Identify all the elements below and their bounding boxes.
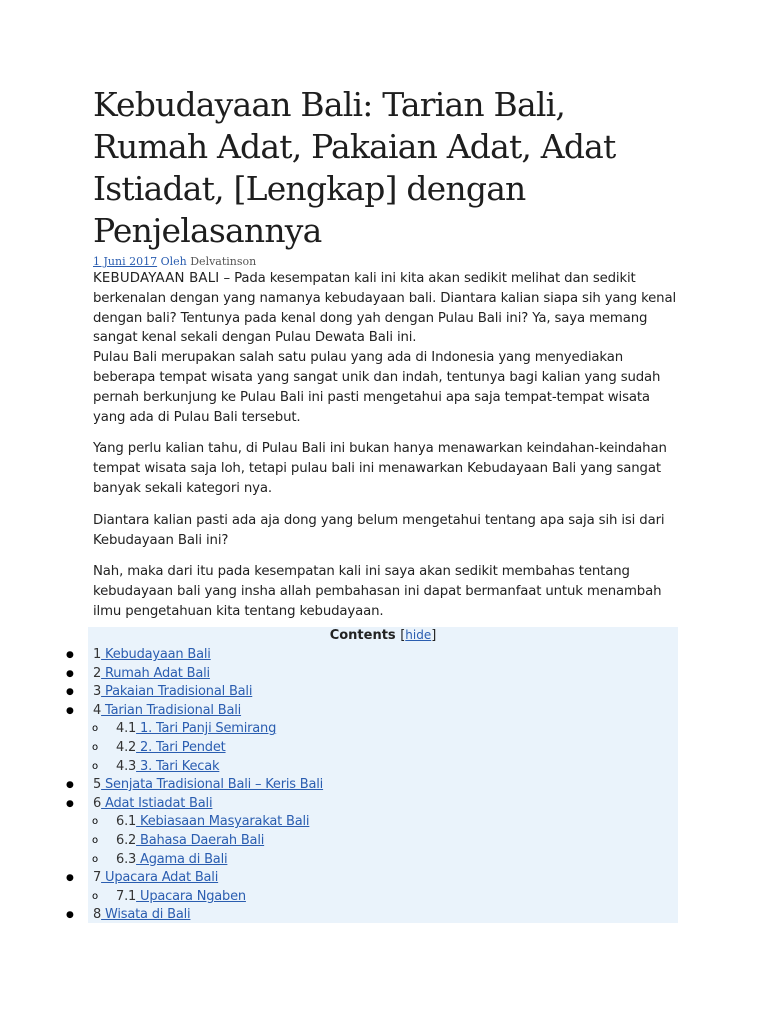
intro-paragraph-4: Diantara kalian pasti ada aja dong yang belum mengetahui tentang apa saja sih isi dari Kebudayaan Bali ini? [93,512,665,548]
toc-subitem[interactable] [0,813,768,832]
toc-item-number: 6 [93,795,102,811]
byline-label: Oleh [160,255,187,268]
toc-item-number: 8 [93,907,102,923]
toc-item[interactable] [0,795,768,814]
toc-item-link[interactable]: 1. Tari Panji Semirang [136,721,277,737]
intro-paragraph-2: Pulau Bali merupakan salah satu pulau yang ada di Indonesia yang menyediakan beberapa tempat wisata yang sangat unik dan indah, tentunya bagi kalian yang sudah pernah berkunjung ke Pulau Bali ini pasti mengetahui apa saja tempat-tempat wisata yang ada di Pulau Bali tersebut. [93,350,661,425]
bullet-circle-icon: o [92,890,98,902]
intro-paragraph-1 [93,269,683,348]
intro-paragraph-1-text: – Pada kesempatan kali ini kita akan sedikit melihat dan sedikit berkenalan dengan yang namanya kebudayaan bali. Diantara kalian siapa sih yang kenal dengan bali? Tentunya pada kenal dong yah dengan Pulau Bali ini? Ya, saya memang sangat kenal sekali dengan Pulau Dewata Bali ini. [93,271,677,346]
bullet-dot-icon: ● [66,650,74,660]
toc-item[interactable] [0,683,768,702]
bullet-dot-icon: ● [66,910,74,921]
toc-item-number: 2 [93,665,102,681]
toc-item-number: 4.3 [116,758,137,774]
bullet-circle-icon: o [92,723,98,735]
toc-hide-toggle[interactable]: hide [405,628,432,642]
toc-item[interactable] [0,665,768,684]
bullet-circle-icon: o [92,834,98,846]
toc-subitem[interactable] [0,720,768,739]
page-title: Kebudayaan Bali: Tarian Bali, Rumah Adat, Pakaian Adat, Adat Istiadat, [Lengkap] dengan Penjelasannya [93,85,616,250]
article-body [93,269,683,622]
toc-subitem[interactable] [0,739,768,758]
toc-item[interactable] [0,702,768,721]
toc-item-number: 7 [93,870,102,886]
toc-item[interactable] [0,906,768,925]
toc-item-number: 7.1 [116,888,137,904]
toc-item-link[interactable]: Rumah Adat Bali [101,665,210,681]
bullet-dot-icon: ● [66,873,74,884]
toc-item-number: 4.1 [116,721,137,737]
toc-item-link[interactable]: Adat Istiadat Bali [101,795,213,811]
toc-subitem[interactable] [0,888,768,907]
bullet-circle-icon: o [92,816,98,828]
toc-item-link[interactable]: Wisata di Bali [101,907,191,923]
bullet-circle-icon: o [92,853,98,865]
toc-item-link[interactable]: Tarian Tradisional Bali [101,702,242,718]
bullet-dot-icon: ● [66,705,74,716]
lead-keyword: KEBUDAYAAN BALI [93,271,220,286]
toc-title: Contents [329,628,396,643]
toc-item-link[interactable]: Kebiasaan Masyarakat Bali [136,814,310,830]
toc-item-link[interactable]: 2. Tari Pendet [136,739,226,755]
toc-subitem[interactable] [0,851,768,870]
toc-item[interactable] [0,869,768,888]
toc-item-link[interactable]: Upacara Adat Bali [101,870,219,886]
toc-subitem[interactable] [0,758,768,777]
post-date-link[interactable]: 1 Juni 2017 [93,255,158,268]
toc-item-number: 4.2 [116,739,137,755]
toc-item-number: 4 [93,702,102,718]
toc-item-link[interactable]: 3. Tari Kecak [136,758,220,774]
toc-list [0,646,768,925]
author-name: Delvatinson [190,255,257,268]
toc-item-number: 6.1 [116,814,137,830]
toc-item-number: 5 [93,777,102,793]
toc-item-link[interactable]: Agama di Bali [136,851,228,867]
intro-paragraph-5: Nah, maka dari itu pada kesempatan kali ini saya akan sedikit membahas tentang kebudayaan bali yang insha allah pembahasan ini dapat bermanfaat untuk menambah ilmu pengetahuan kita tentang kebudayaan. [93,564,662,619]
toc-item-number: 3 [93,684,102,700]
intro-paragraph-3: Yang perlu kalian tahu, di Pulau Bali ini bukan hanya menawarkan keindahan-keindahan tempat wisata saja loh, tetapi pulau bali ini menawarkan Kebudayaan Bali yang sangat banyak sekali kategori nya. [93,441,667,496]
bullet-dot-icon: ● [66,687,74,698]
toc-item-link[interactable]: Senjata Tradisional Bali – Keris Bali [101,777,324,793]
toc-item-link[interactable]: Pakaian Tradisional Bali [101,684,253,700]
toc-heading [88,628,678,643]
toc-hide-bracket-open: [ [400,628,406,643]
post-meta [93,255,256,268]
toc-item-link[interactable]: Upacara Ngaben [136,888,246,904]
bullet-circle-icon: o [92,741,98,753]
toc-item-link[interactable]: Bahasa Daerah Bali [136,832,265,848]
bullet-dot-icon: ● [66,668,74,679]
bullet-dot-icon: ● [66,798,74,809]
bullet-dot-icon: ● [66,780,74,791]
toc-item[interactable] [0,646,768,665]
toc-hide-bracket-close: ] [431,628,437,643]
toc-subitem[interactable] [0,832,768,851]
bullet-circle-icon: o [92,760,98,772]
toc-item[interactable] [0,776,768,795]
toc-item-number: 1 [93,647,102,662]
toc-item-number: 6.3 [116,851,137,867]
toc-item-number: 6.2 [116,832,137,848]
toc-item-link[interactable]: Kebudayaan Bali [101,647,211,662]
